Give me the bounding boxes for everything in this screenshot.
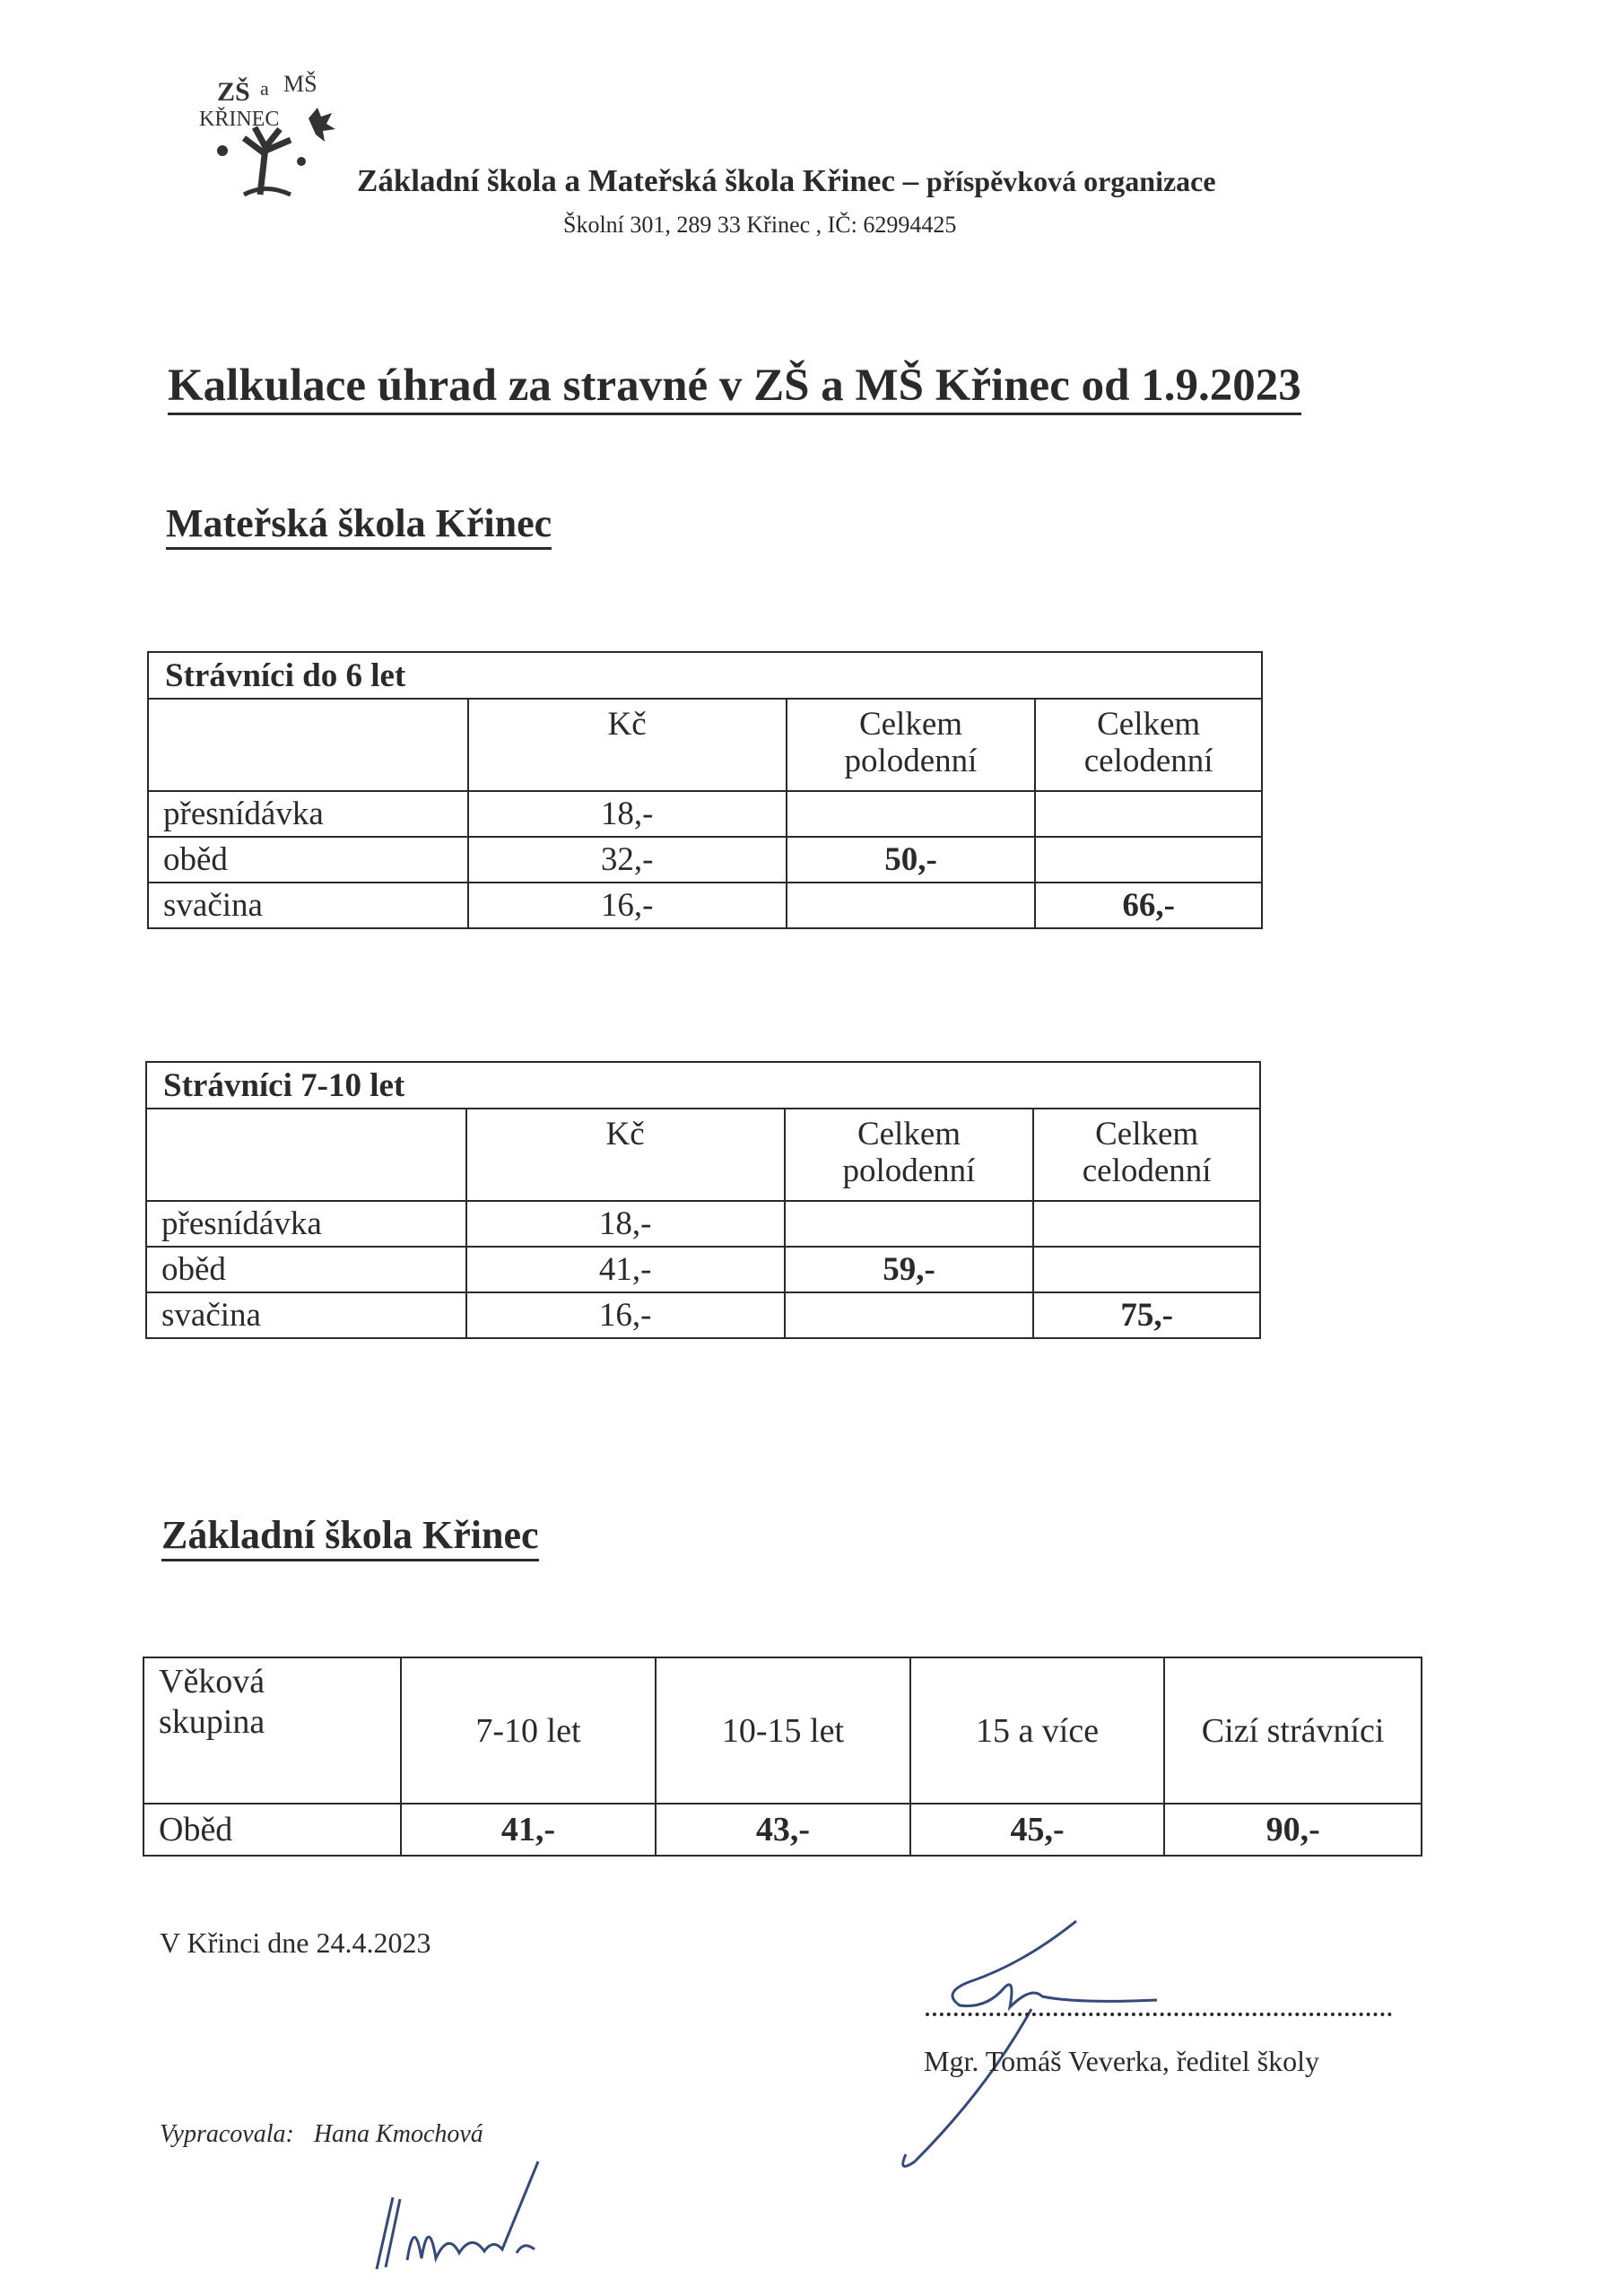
full-day-cell bbox=[1035, 791, 1262, 837]
place-and-date: V Křinci dne 24.4.2023 bbox=[160, 1926, 431, 1959]
prepared-by-label: Vypracovala: bbox=[160, 2120, 294, 2148]
col-header-half-day: Celkem polodenní bbox=[785, 1109, 1034, 1201]
empty-cell bbox=[146, 1109, 466, 1201]
ms-table-7-10 bbox=[145, 1061, 1261, 1339]
ms-table-under-6 bbox=[147, 651, 1263, 929]
col-header-full-day: Celkem celodenní bbox=[1035, 699, 1262, 791]
svg-text:MŠ: MŠ bbox=[283, 71, 317, 97]
col-header-kc: Kč bbox=[466, 1109, 785, 1201]
table-row bbox=[146, 1201, 1260, 1247]
school-name bbox=[357, 163, 1433, 199]
price-cell: 32,- bbox=[468, 837, 787, 883]
half-day-cell bbox=[785, 1201, 1034, 1247]
signature-line bbox=[926, 2013, 1392, 2016]
full-day-cell: 75,- bbox=[1033, 1292, 1260, 1338]
half-day-cell bbox=[785, 1292, 1034, 1338]
full-day-cell: 66,- bbox=[1035, 883, 1262, 928]
svg-text:ZŠ: ZŠ bbox=[217, 77, 250, 107]
half-day-cell bbox=[787, 791, 1036, 837]
row-label: svačina bbox=[148, 883, 468, 928]
school-logo bbox=[190, 65, 352, 199]
table-row bbox=[144, 1804, 1422, 1856]
school-name-suffix: příspěvková organizace bbox=[926, 165, 1216, 197]
col-header-half-day: Celkem polodenní bbox=[787, 699, 1036, 791]
price-cell: 16,- bbox=[468, 883, 787, 928]
row-label: svačina bbox=[146, 1292, 466, 1338]
col-header-group: 15 a více bbox=[910, 1657, 1165, 1804]
document-title: Kalkulace úhrad za stravné v ZŠ a MŠ Křinec od 1.9.2023 bbox=[168, 361, 1301, 415]
col-header-group: 7-10 let bbox=[401, 1657, 657, 1804]
row-label: Oběd bbox=[144, 1804, 401, 1856]
col-header-kc: Kč bbox=[468, 699, 787, 791]
table-title: Strávníci 7-10 let bbox=[146, 1062, 1260, 1109]
row-label: oběd bbox=[148, 837, 468, 883]
preparer-signature bbox=[359, 2152, 574, 2278]
table-row bbox=[148, 883, 1262, 928]
svg-text:KŘINEC: KŘINEC bbox=[199, 108, 280, 131]
zs-table bbox=[143, 1657, 1422, 1857]
table-row bbox=[146, 1247, 1260, 1292]
col-header-group: 10-15 let bbox=[656, 1657, 910, 1804]
half-day-cell: 50,- bbox=[787, 837, 1036, 883]
full-day-cell bbox=[1033, 1247, 1260, 1292]
price-cell: 45,- bbox=[910, 1804, 1165, 1856]
price-cell: 90,- bbox=[1164, 1804, 1422, 1856]
signer-name: Mgr. Tomáš Veverka, ředitel školy bbox=[924, 2045, 1319, 2077]
ms-heading: Mateřská škola Křinec bbox=[166, 502, 552, 550]
price-cell: 41,- bbox=[466, 1247, 785, 1292]
full-day-cell bbox=[1035, 837, 1262, 883]
row-label: přesnídávka bbox=[146, 1201, 466, 1247]
table-title: Strávníci do 6 let bbox=[148, 652, 1262, 699]
empty-cell bbox=[148, 699, 468, 791]
full-day-cell bbox=[1033, 1201, 1260, 1247]
school-name-main: Základní škola a Mateřská škola Křinec – bbox=[357, 163, 919, 198]
col-header-age-group: Věková skupina bbox=[144, 1657, 401, 1804]
col-header-full-day: Celkem celodenní bbox=[1033, 1109, 1260, 1201]
price-cell: 18,- bbox=[466, 1201, 785, 1247]
half-day-cell bbox=[787, 883, 1036, 928]
zs-heading: Základní škola Křinec bbox=[161, 1514, 539, 1561]
col-header-group: Cizí strávníci bbox=[1164, 1657, 1422, 1804]
svg-text:a: a bbox=[260, 77, 269, 100]
half-day-cell: 59,- bbox=[785, 1247, 1034, 1292]
table-row bbox=[146, 1292, 1260, 1338]
row-label: oběd bbox=[146, 1247, 466, 1292]
table-row bbox=[148, 791, 1262, 837]
price-cell: 43,- bbox=[656, 1804, 910, 1856]
row-label: přesnídávka bbox=[148, 791, 468, 837]
school-address: Školní 301, 289 33 Křinec , IČ: 62994425 bbox=[563, 212, 957, 238]
prepared-by-name: Hana Kmochová bbox=[313, 2120, 483, 2148]
table-row bbox=[148, 837, 1262, 883]
price-cell: 16,- bbox=[466, 1292, 785, 1338]
price-cell: 18,- bbox=[468, 791, 787, 837]
prepared-by bbox=[160, 2120, 483, 2149]
price-cell: 41,- bbox=[401, 1804, 657, 1856]
